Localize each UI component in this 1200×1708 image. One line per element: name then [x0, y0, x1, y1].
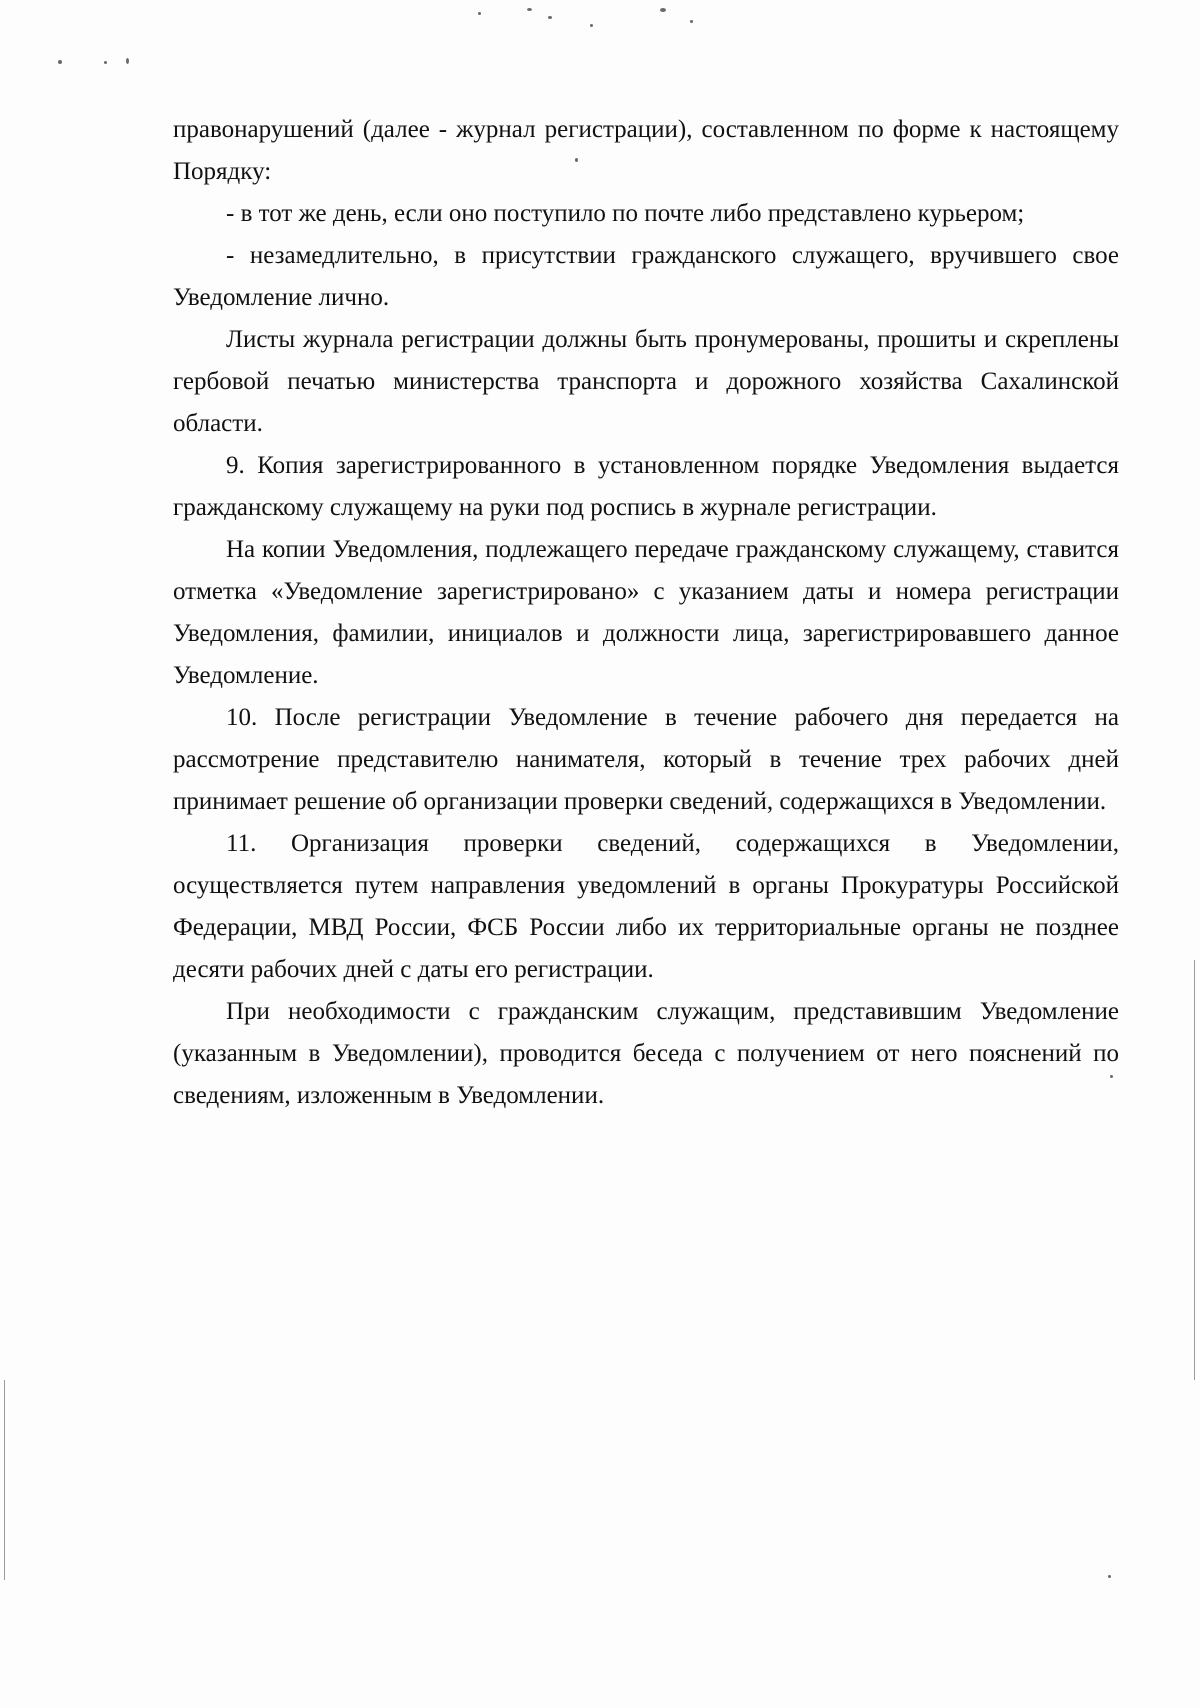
scan-speck [126, 58, 129, 64]
scan-speck [660, 8, 666, 12]
scan-speck [1108, 1575, 1111, 1578]
scan-speck [478, 12, 481, 15]
scan-margin-line [1194, 960, 1195, 1380]
paragraph: 11. Организация проверки сведений, содержащихся в Уведомлении, осуществляется путем направления уведомлений в органы Прокуратуры Российской Федерации, МВД России, ФСБ России либо их территориальные органы не позднее десяти рабочих дней с даты его регистрации. [173, 830, 1119, 983]
scan-speck [58, 60, 62, 64]
scan-speck [690, 20, 693, 23]
scan-speck [548, 16, 552, 19]
paragraph: При необходимости с гражданским служащим, представившим Уведомление (указанным в Уведомлении), проводится беседа с получением от него пояснений по сведениям, изложенным в Уведомлении. [173, 998, 1119, 1109]
paragraph: - в тот же день, если оно поступило по почте либо представлено курьером; [226, 200, 1025, 227]
scan-margin-line [4, 1380, 5, 1580]
paragraph: 10. После регистрации Уведомление в течение рабочего дня передается на рассмотрение представителю нанимателя, который в течение трех рабочих дней принимает решение об организации проверки сведений, содержащихся в Уведомлении. [173, 704, 1119, 815]
document-body [173, 109, 1119, 1117]
scan-speck [527, 8, 532, 11]
scan-speck [104, 61, 107, 64]
paragraph: На копии Уведомления, подлежащего передаче гражданскому служащему, ставится отметка «Уведомление зарегистрировано» с указанием даты и номера регистрации Уведомления, фамилии, инициалов и должности лица, зарегистрировавшего данное Уведомление. [173, 536, 1119, 689]
paragraph: правонарушений (далее - журнал регистрации), составленном по форме к настоящему Порядку: [173, 116, 1119, 185]
paragraph: 9. Копия зарегистрированного в установленном порядке Уведомления выдается гражданскому служащему на руки под роспись в журнале регистрации. [173, 452, 1119, 521]
paragraph: Листы журнала регистрации должны быть пронумерованы, прошиты и скреплены гербовой печатью министерства транспорта и дорожного хозяйства Сахалинской области. [173, 326, 1119, 437]
scan-speck [590, 24, 593, 27]
paragraph: - незамедлительно, в присутствии гражданского служащего, вручившего свое Уведомление лично. [173, 242, 1119, 311]
